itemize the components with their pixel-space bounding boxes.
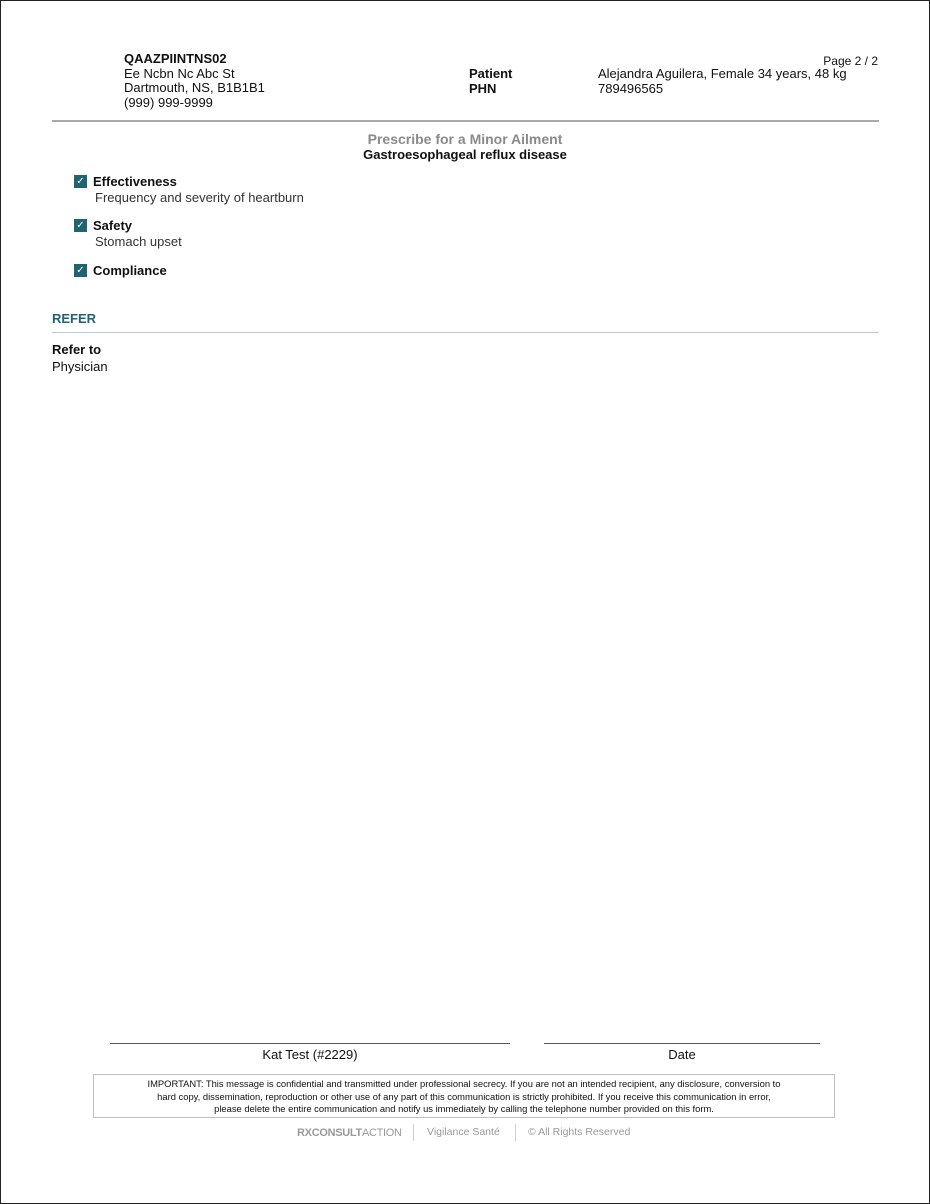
rxconsultaction-logo: RXCONSULTACTION bbox=[297, 1127, 402, 1139]
patient-labels bbox=[469, 67, 512, 96]
phn-label: PHN bbox=[469, 80, 497, 96]
checklist-item-description: Stomach upset bbox=[95, 234, 182, 249]
patient-values bbox=[598, 67, 847, 96]
header-divider bbox=[52, 120, 879, 122]
refer-to-label: Refer to bbox=[52, 342, 102, 357]
copyright-notice: © All Rights Reserved bbox=[528, 1126, 631, 1138]
disclaimer-line: IMPORTANT: This message is confidential and transmitted under professional secrecy. If you are not an intended recipient, any disclosure, conversion to bbox=[147, 1078, 781, 1089]
document-title: Prescribe for a Minor Ailment bbox=[367, 131, 563, 147]
signer-name: Kat Test (#2229) bbox=[262, 1047, 358, 1062]
footer-separator bbox=[413, 1124, 414, 1141]
pharmacy-address-line2: Dartmouth, NS, B1B1B1 bbox=[124, 80, 265, 95]
pharmacy-phone: (999) 999-9999 bbox=[124, 94, 213, 110]
checked-checkbox-icon[interactable]: ✓ bbox=[74, 175, 87, 188]
date-line bbox=[544, 1043, 820, 1044]
checked-checkbox-icon[interactable]: ✓ bbox=[74, 219, 87, 232]
signature-line bbox=[110, 1043, 510, 1044]
pharmacy-id: QAAZPIINTNS02 bbox=[124, 51, 227, 66]
page-indicator: Page 2 / 2 bbox=[823, 54, 878, 68]
date-label: Date bbox=[668, 1047, 696, 1062]
disclaimer-line: please delete the entire communication and notify us immediately by calling the telephone number provided on this form. bbox=[214, 1103, 714, 1114]
patient-value: Alejandra Aguilera, Female 34 years, 48 kg bbox=[598, 66, 847, 81]
footer-separator bbox=[515, 1124, 516, 1141]
phn-value: 789496565 bbox=[598, 80, 664, 96]
disclaimer-line: hard copy, dissemination, reproduction or other use of any part of this communication is strictly prohibited. If you receive this communication in error, bbox=[157, 1090, 771, 1102]
patient-label: Patient bbox=[469, 66, 513, 81]
refer-section-title: REFER bbox=[52, 311, 97, 326]
checked-checkbox-icon[interactable]: ✓ bbox=[74, 264, 87, 277]
checklist-item-title: Safety bbox=[93, 218, 133, 233]
pharmacy-info bbox=[124, 52, 265, 110]
company-name: Vigilance Santé bbox=[427, 1126, 500, 1138]
pharmacy-address-line1: Ee Ncbn Nc Abc St bbox=[124, 65, 235, 81]
checklist-item-description: Frequency and severity of heartburn bbox=[95, 190, 304, 205]
page-footer bbox=[0, 1124, 930, 1144]
refer-section-divider bbox=[52, 332, 879, 333]
confidentiality-disclaimer bbox=[93, 1074, 835, 1118]
checklist-item-title: Compliance bbox=[93, 263, 167, 278]
checklist-item-title: Effectiveness bbox=[93, 174, 177, 189]
refer-to-value: Physician bbox=[52, 359, 108, 374]
document-subtitle: Gastroesophageal reflux disease bbox=[363, 147, 567, 162]
